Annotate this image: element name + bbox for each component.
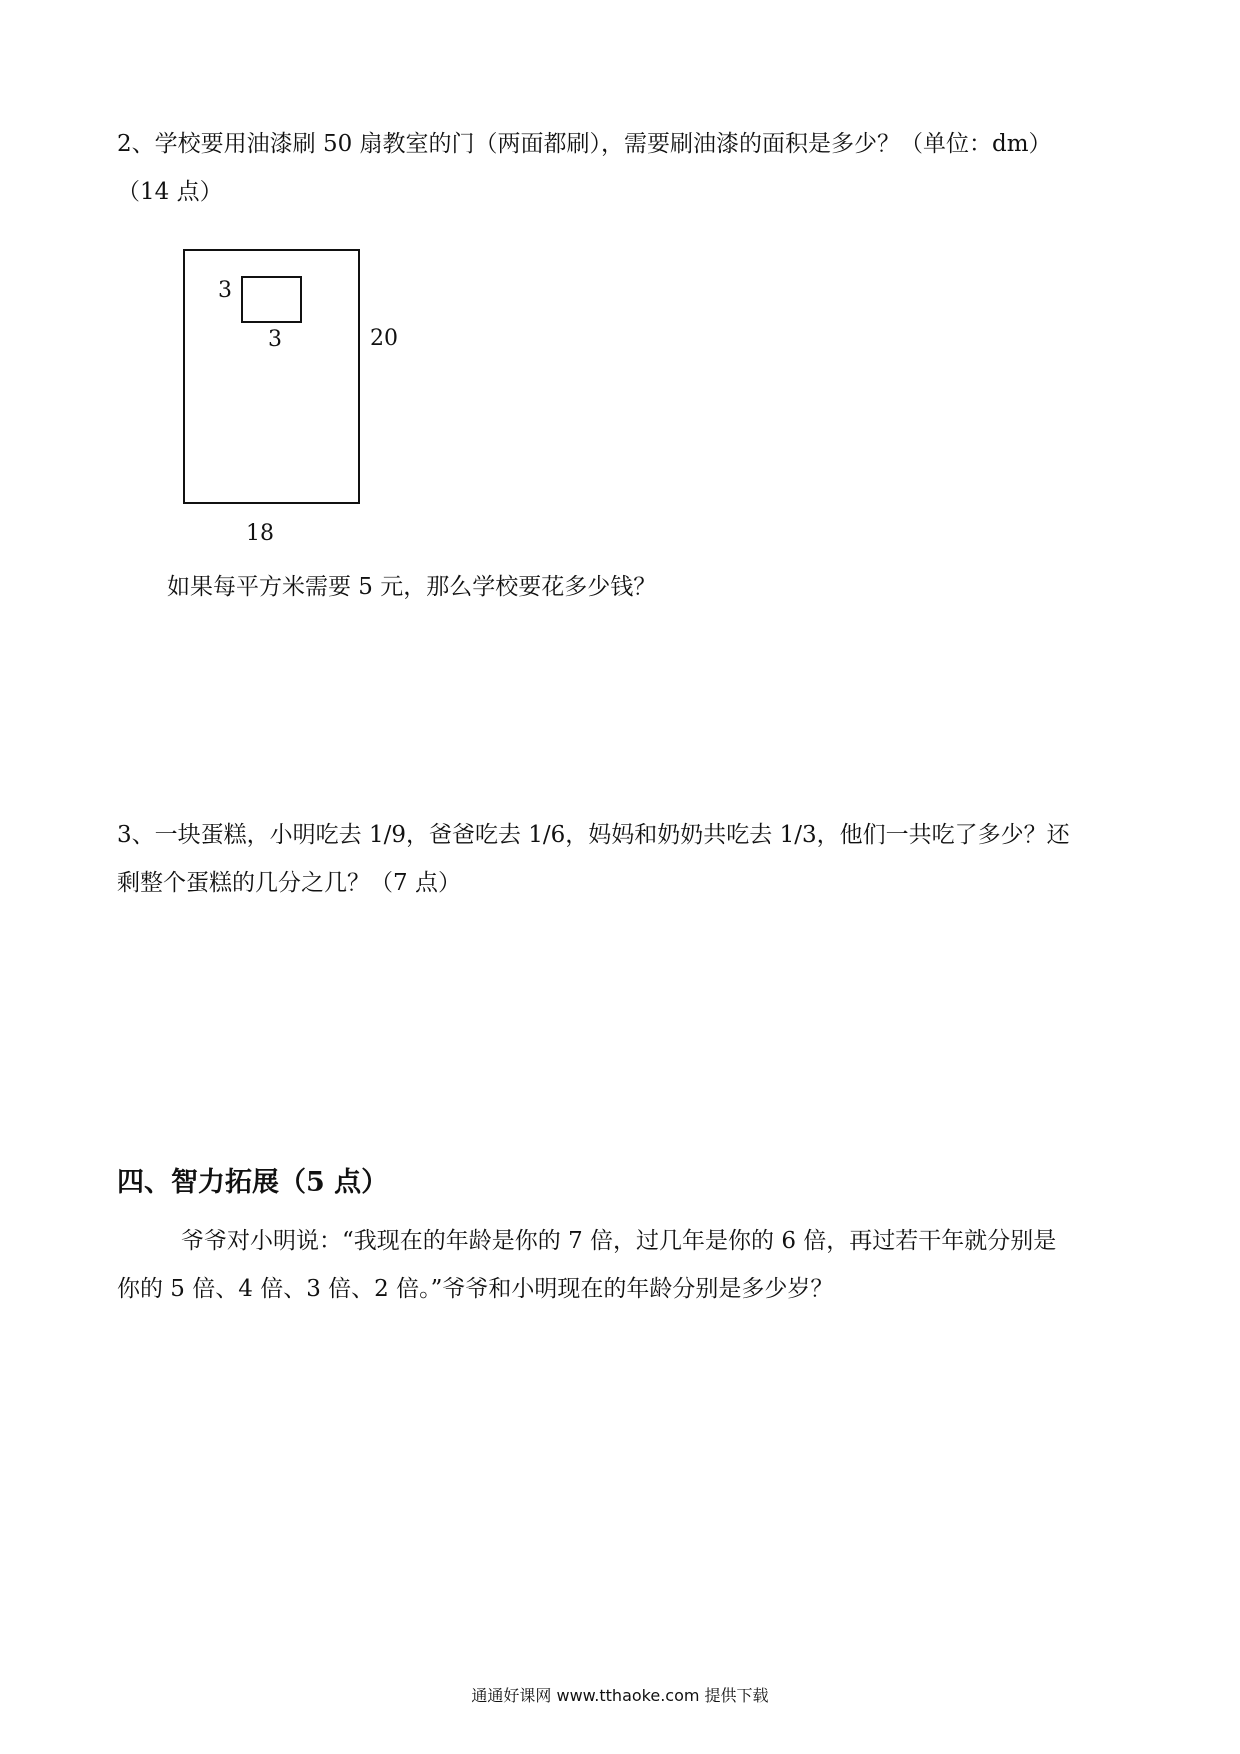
window-width-label: 3: [268, 327, 282, 352]
q3-text-line1: 3、一块蛋糕，小明吃去 1/9，爸爸吃去 1/6，妈妈和奶奶共吃去 1/3，他们一共吃了多少？还: [117, 822, 1070, 848]
window-height-label: 3: [218, 278, 232, 303]
q2-text-line1: 2、学校要用油漆刷 50 扇教室的门（两面都刷），需要刷油漆的面积是多少？（单位：dm）: [117, 131, 1052, 157]
window-outline: [241, 276, 302, 323]
q2-followup: 如果每平方米需要 5 元，那么学校要花多少钱？: [167, 574, 657, 600]
q3-text-line2: 剩整个蛋糕的几分之几？（7 点）: [117, 870, 461, 896]
door-height-label: 20: [370, 326, 398, 351]
footer-source: 通通好课网 www.tthaoke.com 提供下载: [471, 1686, 769, 1705]
door-width-label: 18: [246, 521, 274, 546]
section4-heading: 四、智力拓展（5 点）: [117, 1167, 389, 1198]
q2-text-line2: （14 点）: [117, 179, 223, 205]
section4-text-line1: 爷爷对小明说：“我现在的年龄是你的 7 倍，过几年是你的 6 倍，再过若干年就分别是: [181, 1228, 1057, 1254]
section4-text-line2: 你的 5 倍、4 倍、3 倍、2 倍。”爷爷和小明现在的年龄分别是多少岁？: [117, 1276, 834, 1302]
